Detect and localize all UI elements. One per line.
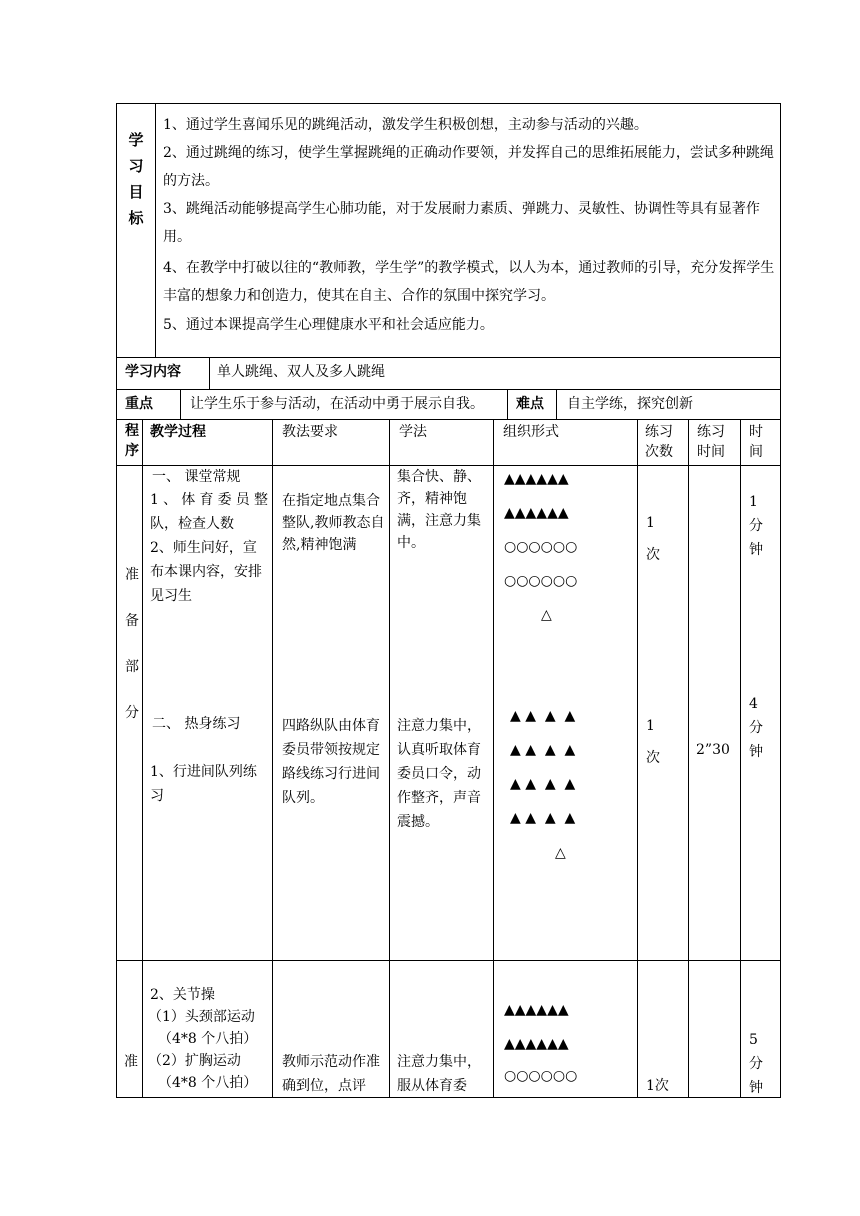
s1a-count: 1次	[646, 515, 660, 563]
difficulty-label: 难点	[516, 396, 544, 412]
objective-5: 5、通过本课提高学生心理健康水平和社会适应能力。	[163, 317, 494, 333]
s1b-count: 1次	[646, 718, 660, 766]
objective-3: 3、跳绳活动能够提高学生心肺功能，对于发展耐力素质、弹跳力、灵敏性、协调性等具有显著作用。	[163, 201, 760, 245]
s1a-title: 一、 课堂常规	[152, 469, 241, 485]
formation-row: ▲ ▲ ▲ ▲	[510, 810, 576, 826]
key-point-value: 让学生乐于参与活动，在活动中勇于展示自我。	[190, 396, 484, 412]
s2-count: 1次	[646, 1078, 669, 1094]
s1b-learning: 注意力集中，认真听取体育委员口令，动作整齐，声音震撼。	[397, 718, 481, 830]
s2-title: 2、关节操	[150, 987, 215, 1003]
formation-row: ▲▲▲▲▲▲	[504, 471, 569, 487]
s1b-title: 二、 热身练习	[152, 716, 241, 732]
section1-label: 准备部分	[125, 567, 139, 721]
s2-item1: （1）头颈部运动	[148, 1009, 255, 1025]
formation-row: ▲ ▲ ▲ ▲	[510, 776, 576, 792]
s1a-item1: 1、体育委员整队，检查人数	[150, 492, 268, 532]
header-learning: 学法	[399, 424, 427, 440]
content-label: 学习内容	[125, 364, 181, 380]
s2-item1b: （4*8 个八拍）	[158, 1031, 258, 1047]
header-organization: 组织形式	[503, 424, 559, 440]
s1a-time: 1分钟	[749, 494, 763, 558]
s2-time: 5分钟	[749, 1032, 763, 1096]
formation-row: ○○○○○○	[504, 1068, 578, 1084]
formation-row: ▲▲▲▲▲▲	[504, 505, 569, 521]
s1a-item2: 2、师生问好，宣布本课内容，安排见习生	[150, 540, 262, 604]
formation-row: ○○○○○○	[504, 539, 578, 555]
s1b-method: 四路纵队由体育委员带领按规定路线练习行进间队列。	[282, 718, 380, 806]
s1a-learning: 集合快、静、齐，精神饱满，注意力集中。	[397, 469, 481, 551]
s1b-practice-time: 2”30	[696, 742, 730, 758]
difficulty-value: 自主学练，探究创新	[567, 396, 693, 412]
s2-item2: （2）扩胸运动	[148, 1053, 241, 1069]
header-time: 时间	[749, 424, 763, 460]
s1b-time: 4分钟	[749, 696, 763, 760]
s1b-item1: 1、行进间队列练习	[150, 764, 257, 804]
content-value: 单人跳绳、双人及多人跳绳	[217, 364, 385, 380]
key-point-label: 重点	[125, 396, 153, 412]
objective-2: 2、通过跳绳的练习，使学生掌握跳绳的正确动作要领，并发挥自己的思维拓展能力，尝试多种跳绳的方法。	[163, 145, 774, 189]
s1a-method: 在指定地点集合整队,教师教态自然,精神饱满	[282, 493, 385, 553]
formation-row: ▲▲▲▲▲▲	[504, 1036, 569, 1052]
objective-1: 1、通过学生喜闻乐见的跳绳活动，激发学生积极创想，主动参与活动的兴趣。	[163, 117, 648, 133]
header-method: 教法要求	[282, 424, 338, 440]
formation-row: ▲ ▲ ▲ ▲	[510, 708, 576, 724]
objectives-label: 学习目标	[128, 131, 144, 227]
s2-item2b: （4*8 个八拍）	[158, 1075, 258, 1091]
header-count: 练习次数	[645, 424, 673, 460]
header-process: 教学过程	[150, 424, 206, 440]
objective-4: 4、在教学中打破以往的“教师教，学生学”的教学模式，以人为本，通过教师的引导，充分发挥学生丰富的想象力和创造力，使其在自主、合作的氛围中探究学习。	[163, 260, 775, 304]
section2-label: 准	[124, 1054, 138, 1070]
formation-row: ○○○○○○	[504, 573, 578, 589]
header-step: 程序	[125, 423, 139, 459]
teacher-marker: △	[555, 845, 566, 861]
s2-method: 教师示范动作准确到位，点评	[282, 1054, 380, 1094]
header-practice-time: 练习时间	[697, 424, 725, 460]
formation-row: ▲▲▲▲▲▲	[504, 1002, 569, 1018]
s2-learning: 注意力集中，服从体育委	[397, 1054, 481, 1094]
teacher-marker: △	[541, 607, 552, 623]
formation-row: ▲ ▲ ▲ ▲	[510, 742, 576, 758]
